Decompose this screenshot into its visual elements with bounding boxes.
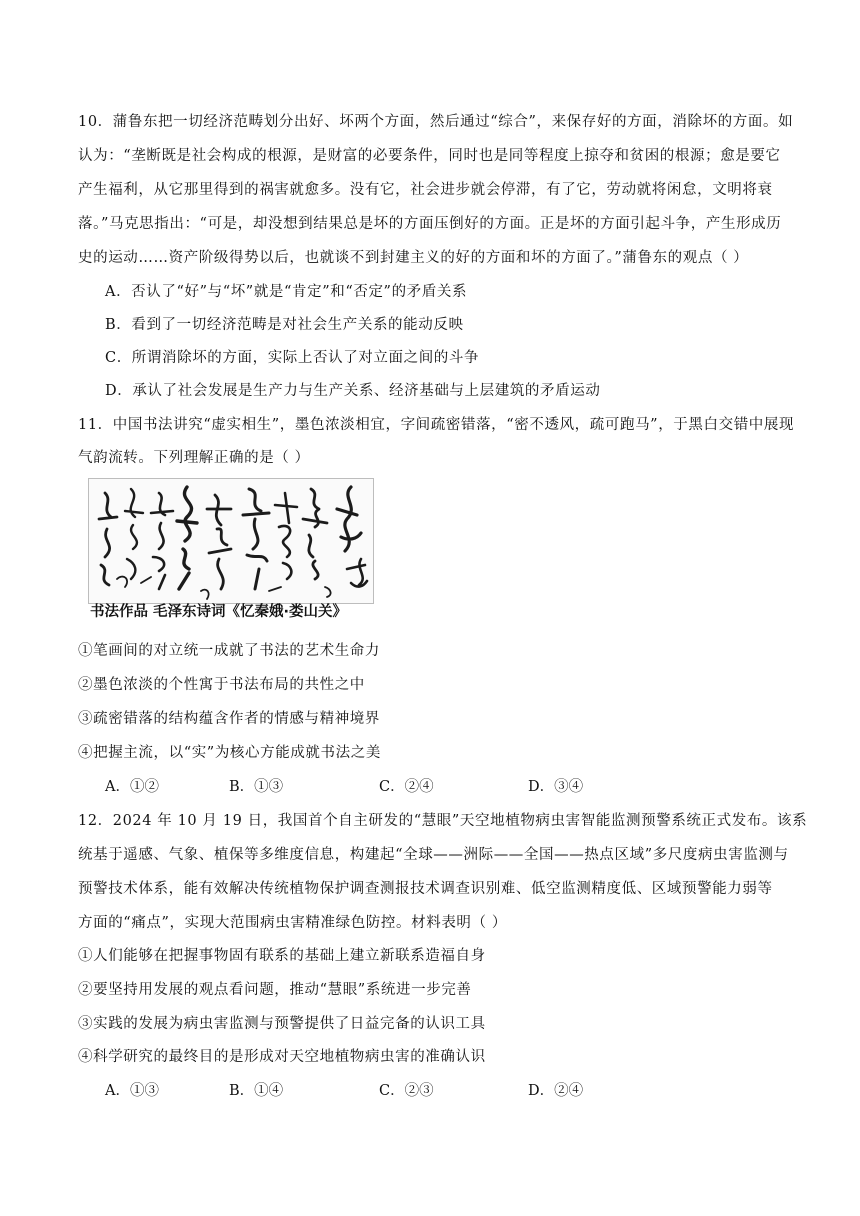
q11-choice-c: C．②④: [379, 779, 434, 795]
q12-choices: [105, 1081, 725, 1101]
q10-stem-line: 史的运动……资产阶级得势以后，也就谈不到封建主义的好的方面和坏的方面了。”蒲鲁东的观点（ ）: [78, 250, 749, 266]
q11-choice-a: A．①②: [105, 779, 159, 795]
q10-stem-line: 落。”马克思指出：“可是，却没想到结果总是坏的方面压倒好的方面。正是坏的方面引起斗争，产生形成历: [78, 216, 782, 232]
calligraphy-image: [88, 478, 374, 604]
q10-option-b: B．看到了一切经济范畴是对社会生产关系的能动反映: [105, 317, 464, 333]
q10-stem-line: 10．蒲鲁东把一切经济范畴划分出好、坏两个方面，然后通过“综合”，来保存好的方面，消除坏的方面。如: [78, 114, 794, 130]
calligraphy-caption: 书法作品 毛泽东诗词《忆秦娥·娄山关》: [90, 604, 348, 620]
q10-stem-line: 认为：“垄断既是社会构成的根源，是财富的必要条件，同时也是同等程度上掠夺和贫困的根源；愈是要它: [78, 148, 781, 164]
q11-statement-4: ④把握主流，以“实”为核心方能成就书法之美: [78, 745, 381, 761]
calligraphy-strokes: [89, 479, 373, 603]
q12-stem-line: 统基于遥感、气象、植保等多维度信息，构建起“全球——洲际——全国——热点区域”多尺度病虫害监测与: [78, 847, 789, 863]
q12-statement-1: ①人们能够在把握事物固有联系的基础上建立新联系造福自身: [78, 948, 486, 964]
q12-statement-2: ②要坚持用发展的观点看问题，推动“慧眼”系统进一步完善: [78, 982, 472, 998]
q12-choice-b: B．①④: [229, 1083, 284, 1099]
q11-choices: [105, 777, 725, 797]
q12-choice-a: A．①③: [105, 1083, 159, 1099]
q11-choice-d: D．③④: [528, 779, 584, 795]
q11-choice-b: B．①③: [229, 779, 284, 795]
q12-choice-d: D．②④: [528, 1083, 584, 1099]
q12-stem-line: 方面的“痛点”，实现大范围病虫害精准绿色防控。材料表明（ ）: [78, 915, 507, 931]
q11-statement-1: ①笔画间的对立统一成就了书法的艺术生命力: [78, 643, 380, 659]
q10-option-d: D．承认了社会发展是生产力与生产关系、经济基础与上层建筑的矛盾运动: [105, 383, 601, 399]
q11-statement-3: ③疏密错落的结构蕴含作者的情感与精神境界: [78, 711, 380, 727]
q12-choice-c: C．②③: [379, 1083, 434, 1099]
q10-option-c: C．所谓消除坏的方面，实际上否认了对立面之间的斗争: [105, 350, 480, 366]
q12-statement-4: ④科学研究的最终目的是形成对天空地植物病虫害的准确认识: [78, 1049, 486, 1065]
q10-stem-line: 产生福利，从它那里得到的祸害就愈多。没有它，社会进步就会停滞，有了它，劳动就将闲怠，文明将衰: [78, 182, 773, 198]
q12-statement-3: ③实践的发展为病虫害监测与预警提供了日益完备的认识工具: [78, 1016, 486, 1032]
q12-stem-line: 12．2024 年 10 月 19 日，我国首个自主研发的“慧眼”天空地植物病虫害智能监测预警系统正式发布。该系: [78, 813, 808, 829]
q10-option-a: A．否认了“好”与“坏”就是“肯定”和“否定”的矛盾关系: [105, 284, 468, 300]
q11-stem-line: 11．中国书法讲究“虚实相生”，墨色浓淡相宜，字间疏密错落，“密不透风，疏可跑马”，于黑白交错中展现: [78, 417, 795, 433]
q12-stem-line: 预警技术体系，能有效解决传统植物保护调查测报技术调查识别难、低空监测精度低、区域预警能力弱等: [78, 881, 773, 897]
q11-stem-line: 气韵流转。下列理解正确的是（ ）: [78, 450, 310, 466]
q11-statement-2: ②墨色浓淡的个性寓于书法布局的共性之中: [78, 677, 365, 693]
